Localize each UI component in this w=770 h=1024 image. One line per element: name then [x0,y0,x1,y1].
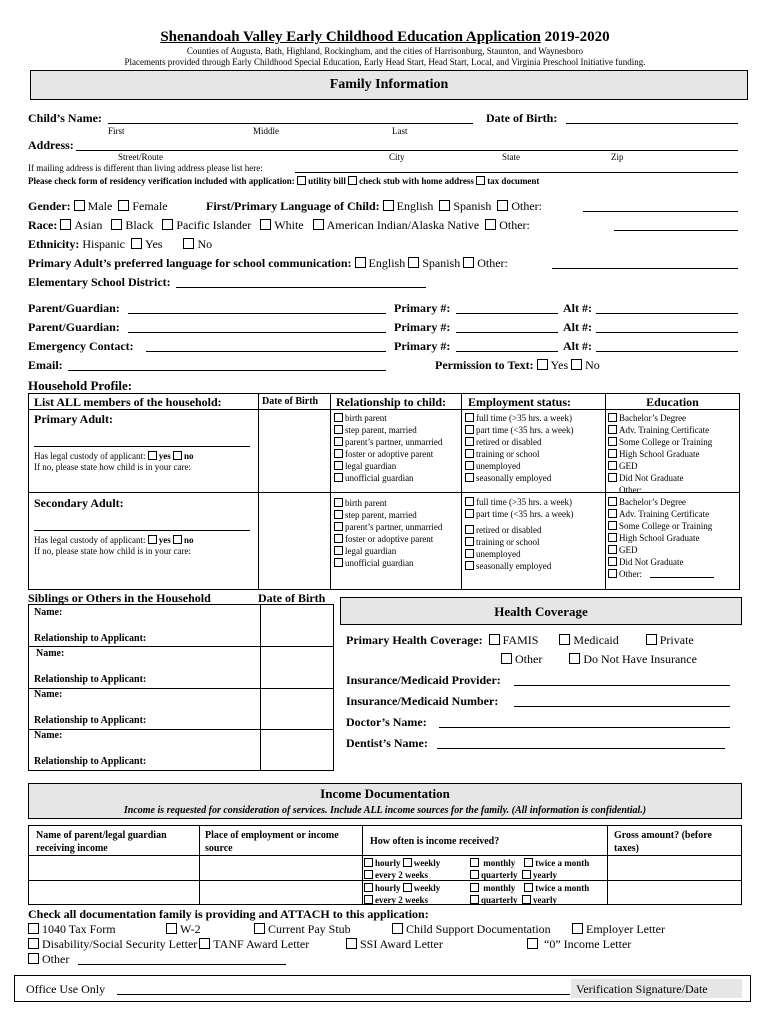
freq-row2: hourly weekly every 2 weeks [364,882,440,906]
pref-english-checkbox[interactable] [355,257,366,268]
mailing-input[interactable] [295,172,738,173]
doctor-input[interactable] [439,727,730,728]
dob-input[interactable] [566,123,738,124]
edu-checkbox[interactable] [608,557,617,566]
hh-edu-header: Education [646,395,699,409]
freq-checkbox[interactable] [364,858,373,867]
hispanic-no-checkbox[interactable] [183,238,194,249]
male-checkbox[interactable] [74,200,85,211]
emp-checkbox[interactable] [465,473,474,482]
ethnicity-row: Ethnicity: Hispanic Yes No [28,237,213,251]
freq-row1-b: monthly twice a month quarterly yearly [470,857,589,881]
secondary-rel-list: birth parent step parent, married parent’s partner, unmarried foster or adoptive parent legal guardian unofficial guardian [334,497,442,569]
sibling4-rel: Relationship to Applicant: [34,756,147,767]
zip-hint: Zip [611,152,624,162]
income-col2-header: Place of employment or income source [205,830,339,854]
pref-other-input[interactable] [552,268,738,269]
secondary-care-note: If no, please state how child is in your care: [34,546,191,556]
docs-other-checkbox[interactable] [28,953,39,964]
docs-w2: W-2 [166,923,201,935]
form-title: Shenandoah Valley Early Childhood Education Application 2019-2020 [160,29,610,45]
secondary-custody-row: Has legal custody of applicant: yes no [34,535,194,545]
last-hint: Last [392,126,408,136]
docs-other-input[interactable] [78,964,286,965]
freq-checkbox[interactable] [403,883,412,892]
alt2-label: Alt #: [563,320,592,334]
emp-checkbox[interactable] [465,509,474,518]
freq-checkbox[interactable] [522,870,531,879]
parent1-input[interactable] [128,313,386,314]
secondary-custody-yes[interactable] [148,535,157,544]
address-input[interactable] [76,150,738,151]
freq-checkbox[interactable] [403,858,412,867]
disability-checkbox[interactable] [28,938,39,949]
race-row: Race: Asian Black Pacific Islander White American Indian/Alaska Native Other: [28,218,530,232]
w2-checkbox[interactable] [166,923,177,934]
secondary-emp-list: full time (>35 hrs. a week) part time (<35 hrs. a week) retired or disabled training or school unemployed seasonally employed [465,496,574,572]
female-checkbox[interactable] [118,200,129,211]
income-col3-header: How often is income received? [370,836,500,847]
primary-edu-other-input[interactable] [650,492,714,493]
household-title: Household Profile: [28,378,133,393]
freq-checkbox[interactable] [470,883,479,892]
parent1-label: Parent/Guardian: [28,301,120,315]
insurance-number-label: Insurance/Medicaid Number: [346,694,499,708]
docs-row1: 1040 Tax Form [28,923,116,935]
edu-checkbox[interactable] [608,473,617,482]
subtitle-placements: Placements provided through Early Childhood Special Education, Early Head Start, Head Start, Local, and Virginia Preschool Initiative funding. [124,57,646,67]
dentist-label: Dentist’s Name: [346,736,428,750]
no-insurance-checkbox[interactable] [569,653,580,664]
primary1-input[interactable] [456,313,558,314]
rel-checkbox[interactable] [334,522,343,531]
utility-checkbox[interactable] [297,176,306,185]
rel-checkbox[interactable] [334,534,343,543]
gender-row: Gender: Male Female [28,199,168,213]
freq-checkbox[interactable] [470,870,479,879]
check-stub-checkbox[interactable] [348,176,357,185]
primary-adult-name-input[interactable] [34,446,250,447]
school-district-input[interactable] [176,287,426,288]
first-hint: First [108,126,125,136]
primary2-input[interactable] [456,332,558,333]
school-district-label: Elementary School District: [28,275,171,289]
white-checkbox[interactable] [260,219,271,230]
rel-checkbox[interactable] [334,510,343,519]
hh-emp-header: Employment status: [468,395,572,409]
docs-title: Check all documentation family is providing and ATTACH to this application: [28,907,429,921]
office-signature-line[interactable] [117,994,570,995]
health-other-checkbox[interactable] [501,653,512,664]
primary-adult-label: Primary Adult: [34,412,113,426]
email-label: Email: [28,358,63,372]
freq-row2-b: monthly twice a month quarterly yearly [470,882,589,906]
subtitle-counties: Counties of Augusta, Bath, Highland, Rockingham, and the cities of Harrisonburg, Staunton, and Waynesboro [186,46,584,56]
rel-checkbox[interactable] [334,413,343,422]
freq-checkbox[interactable] [470,858,479,867]
office-sig-label: Verification Signature/Date [576,982,708,996]
hh-dob-header: Date of Birth [262,396,319,407]
emp-checkbox[interactable] [465,413,474,422]
edu-checkbox[interactable] [608,413,617,422]
freq-row1: hourly weekly every 2 weeks [364,857,440,881]
parent2-label: Parent/Guardian: [28,320,120,334]
primary-custody-row: Has legal custody of applicant: yes no [34,451,194,461]
alt3-input[interactable] [596,351,738,352]
emp-checkbox[interactable] [465,537,474,546]
asian-checkbox[interactable] [60,219,71,230]
freq-checkbox[interactable] [524,858,533,867]
lang-other-checkbox[interactable] [497,200,508,211]
alt3-label: Alt #: [563,339,592,353]
first-language-row: First/Primary Language of Child: English Spanish Other: [206,199,542,213]
freq-checkbox[interactable] [470,895,479,904]
edu-checkbox[interactable] [608,449,617,458]
pref-lang-row: Primary Adult’s preferred language for school communication: English Spanish Other: [28,256,508,270]
freq-checkbox[interactable] [524,883,533,892]
siblings-title: Siblings or Others in the Household [28,591,211,605]
state-hint: State [502,152,520,162]
sibling1-name: Name: [34,607,63,618]
sibling2-rel: Relationship to Applicant: [34,674,147,685]
alt2-input[interactable] [596,332,738,333]
secondary-adult-name-input[interactable] [34,530,250,531]
primary1-label: Primary #: [394,301,451,315]
pacific-checkbox[interactable] [162,219,173,230]
mailing-label: If mailing address is different than living address please list here: [28,163,263,173]
ssi-checkbox[interactable] [346,938,357,949]
hh-rel-header: Relationship to child: [336,395,447,409]
primary-custody-no[interactable] [173,451,182,460]
rel-checkbox[interactable] [334,449,343,458]
doctor-label: Doctor’s Name: [346,715,427,729]
private-checkbox[interactable] [646,634,657,645]
rel-checkbox[interactable] [334,461,343,470]
edu-checkbox[interactable] [608,497,617,506]
middle-hint: Middle [253,126,279,136]
race-other-input[interactable] [614,230,738,231]
primary-edu-list: Bachelor’s Degree Adv. Training Certificate Some College or Training High School Graduate GED Did Not Graduate Other: [608,412,712,496]
street-hint: Street/Route [118,152,163,162]
sibling2-name: Name: [36,648,65,659]
provider-input[interactable] [514,685,730,686]
siblings-dob-header: Date of Birth [258,591,326,605]
rel-checkbox[interactable] [334,437,343,446]
city-hint: City [389,152,405,162]
docs-ssi: SSI Award Letter [346,938,443,950]
dob-label: Date of Birth: [486,111,558,125]
amind-checkbox[interactable] [313,219,324,230]
tax1040-checkbox[interactable] [28,923,39,934]
primary-emp-list: full time (>35 hrs. a week) part time (<35 hrs. a week) retired or disabled training or school unemployed seasonally employed [465,412,574,484]
edu-checkbox[interactable] [608,545,617,554]
health-other-row: Other Do Not Have Insurance [501,653,697,665]
freq-checkbox[interactable] [364,870,373,879]
residency-row: Please check form of residency verification included with application: utility bill check stub with home address tax document [28,176,540,186]
child-name-label: Child’s Name: [28,111,102,125]
docs-paystub: Current Pay Stub [254,923,351,935]
black-checkbox[interactable] [111,219,122,230]
list-all-header: List ALL members of the household: [34,395,222,409]
emp-checkbox[interactable] [465,425,474,434]
email-input[interactable] [68,370,386,371]
lang-other-input[interactable] [583,211,738,212]
sibling3-name: Name: [34,689,63,700]
dentist-input[interactable] [437,748,725,749]
emp-checkbox[interactable] [465,461,474,470]
health-title: Health Coverage [494,604,588,619]
docs-employer: Employer Letter [572,923,665,935]
docs-zero: “0” Income Letter [527,938,631,950]
permission-text-row: Permission to Text: Yes No [435,358,600,372]
emp-checkbox[interactable] [465,449,474,458]
rel-checkbox[interactable] [334,425,343,434]
parent2-input[interactable] [128,332,386,333]
emergency-input[interactable] [146,351,386,352]
freq-checkbox[interactable] [364,883,373,892]
income-col1-header: Name of parent/legal guardian receiving income [36,830,167,854]
rel-checkbox[interactable] [334,558,343,567]
perm-yes-checkbox[interactable] [537,359,548,370]
rel-checkbox[interactable] [334,473,343,482]
primary2-label: Primary #: [394,320,451,334]
emp-checkbox[interactable] [465,549,474,558]
secondary-custody-no[interactable] [173,535,182,544]
sibling1-rel: Relationship to Applicant: [34,633,147,644]
address-label: Address: [28,138,74,152]
perm-no-checkbox[interactable] [571,359,582,370]
edu-checkbox[interactable] [608,437,617,446]
tax-doc-checkbox[interactable] [476,176,485,185]
childsupport-checkbox[interactable] [392,923,403,934]
sibling3-rel: Relationship to Applicant: [34,715,147,726]
edu-checkbox[interactable] [608,461,617,470]
edu-checkbox[interactable] [608,425,617,434]
race-other-checkbox[interactable] [485,219,496,230]
primary-custody-yes[interactable] [148,451,157,460]
pref-other-checkbox[interactable] [463,257,474,268]
income-note: Income is requested for consideration of services. Include ALL income sources for the family. (All information is confidential.) [123,805,647,816]
emp-checkbox[interactable] [465,437,474,446]
docs-disability: Disability/Social Security Letter TANF Award Letter [28,938,309,950]
spanish-checkbox[interactable] [439,200,450,211]
alt1-input[interactable] [596,313,738,314]
rel-checkbox[interactable] [334,546,343,555]
family-info-title: Family Information [329,77,449,92]
income-col4-header: Gross amount? (before taxes) [614,830,712,854]
docs-childsupport: Child Support Documentation [392,923,551,935]
paystub-checkbox[interactable] [254,923,265,934]
child-name-input[interactable] [108,123,473,124]
hispanic-yes-checkbox[interactable] [131,238,142,249]
secondary-adult-label: Secondary Adult: [34,496,124,510]
edu-checkbox[interactable] [608,533,617,542]
sibling4-name: Name: [34,730,63,741]
freq-checkbox[interactable] [364,895,373,904]
office-use-label: Office Use Only [26,982,106,996]
edu-checkbox[interactable] [608,521,617,530]
emp-checkbox[interactable] [465,497,474,506]
provider-label: Insurance/Medicaid Provider: [346,673,501,687]
primary3-input[interactable] [456,351,558,352]
health-coverage-row: Primary Health Coverage: FAMIS Medicaid Private [346,633,694,647]
primary-care-note: If no, please state how child is in your care: [34,462,191,472]
famis-checkbox[interactable] [489,634,500,645]
edu-checkbox[interactable] [608,569,617,578]
emp-checkbox[interactable] [465,525,474,534]
pref-spanish-checkbox[interactable] [408,257,419,268]
tanf-checkbox[interactable] [199,938,210,949]
emp-checkbox[interactable] [465,561,474,570]
emergency-label: Emergency Contact: [28,339,134,353]
alt1-label: Alt #: [563,301,592,315]
income-title: Income Documentation [320,786,450,801]
zero-income-checkbox[interactable] [527,938,538,949]
insurance-number-input[interactable] [514,706,730,707]
primary-rel-list: birth parent step parent, married parent’s partner, unmarried foster or adoptive parent legal guardian unofficial guardian [334,412,442,484]
primary3-label: Primary #: [394,339,451,353]
employer-checkbox[interactable] [572,923,583,934]
medicaid-checkbox[interactable] [559,634,570,645]
english-checkbox[interactable] [383,200,394,211]
secondary-edu-list: Bachelor’s Degree Adv. Training Certificate Some College or Training High School Graduate GED Did Not Graduate Other: [608,496,712,580]
edu-checkbox[interactable] [608,509,617,518]
rel-checkbox[interactable] [334,498,343,507]
docs-other: Other [28,953,69,965]
secondary-edu-other-input[interactable] [650,577,714,578]
freq-checkbox[interactable] [522,895,531,904]
